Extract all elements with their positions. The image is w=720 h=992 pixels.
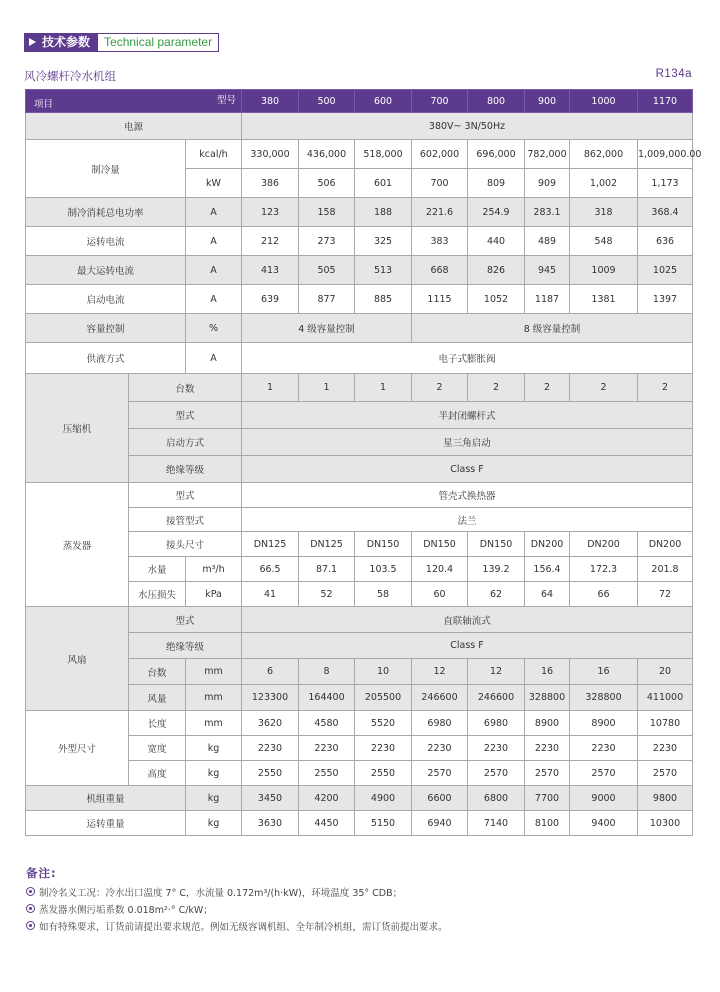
value-cell: DN125 <box>299 532 355 557</box>
value-cell: 20 <box>638 659 693 685</box>
bullet-icon <box>26 921 35 930</box>
unit-cell: A <box>186 227 242 256</box>
row-label: 型式 <box>129 607 242 633</box>
value-cell: 1187 <box>525 285 570 314</box>
value-cell: 700 <box>412 169 468 198</box>
table-header-row <box>26 90 693 113</box>
section-header <box>24 33 219 52</box>
value-cell: 506 <box>299 169 355 198</box>
notes-title: 备注: <box>26 866 57 880</box>
unit-cell: A <box>186 198 242 227</box>
row-label: 运转电流 <box>26 227 186 256</box>
value-cell: 413 <box>242 256 299 285</box>
value-cell: DN200 <box>525 532 570 557</box>
value-cell: 862,000 <box>570 140 638 169</box>
value-cell: 383 <box>412 227 468 256</box>
merged-value: 星三角启动 <box>242 429 693 456</box>
merged-value: Class F <box>242 456 693 483</box>
table-row <box>26 607 693 633</box>
value-cell: 826 <box>468 256 525 285</box>
corner-model-label: 型号 <box>217 95 237 106</box>
value-cell: 885 <box>355 285 412 314</box>
group-label: 蒸发器 <box>26 483 129 607</box>
value-cell: 2 <box>468 374 525 402</box>
merged-value: 4 级容量控制 <box>242 314 412 343</box>
value-cell: 1,002 <box>570 169 638 198</box>
corner-item-label: 项目 <box>34 99 54 110</box>
value-cell: 368.4 <box>638 198 693 227</box>
value-cell: 7140 <box>468 811 525 836</box>
value-cell: 5520 <box>355 711 412 736</box>
value-cell: 1025 <box>638 256 693 285</box>
value-cell: 877 <box>299 285 355 314</box>
unit-cell: kg <box>186 761 242 786</box>
table-row <box>26 343 693 374</box>
value-cell: 164400 <box>299 685 355 711</box>
value-cell: 2230 <box>412 736 468 761</box>
value-cell: 2 <box>570 374 638 402</box>
group-label: 压缩机 <box>26 374 129 483</box>
unit-cell: A <box>186 285 242 314</box>
value-cell: 440 <box>468 227 525 256</box>
value-cell: 782,000 <box>525 140 570 169</box>
notes-list <box>26 883 448 934</box>
value-cell: 10780 <box>638 711 693 736</box>
value-cell: 4580 <box>299 711 355 736</box>
model-cell: 1000 <box>570 90 638 113</box>
value-cell: 9800 <box>638 786 693 811</box>
value-cell: 2550 <box>355 761 412 786</box>
table-row <box>26 483 693 508</box>
value-cell: 386 <box>242 169 299 198</box>
table-row <box>26 786 693 811</box>
value-cell: 16 <box>525 659 570 685</box>
merged-value: 管壳式换热器 <box>242 483 693 508</box>
value-cell: 120.4 <box>412 557 468 582</box>
table-row <box>26 711 693 736</box>
value-cell: 505 <box>299 256 355 285</box>
value-cell: DN200 <box>638 532 693 557</box>
value-cell: 548 <box>570 227 638 256</box>
unit-cell: kW <box>186 169 242 198</box>
row-label: 电源 <box>26 113 242 140</box>
value-cell: 2230 <box>638 736 693 761</box>
row-label: 接管型式 <box>129 508 242 532</box>
value-cell: 156.4 <box>525 557 570 582</box>
value-cell: 10300 <box>638 811 693 836</box>
value-cell: 123300 <box>242 685 299 711</box>
value-cell: 3630 <box>242 811 299 836</box>
value-cell: 4450 <box>299 811 355 836</box>
value-cell: 1 <box>242 374 299 402</box>
value-cell: 8900 <box>570 711 638 736</box>
unit-cell: kcal/h <box>186 140 242 169</box>
bullet-icon <box>26 887 35 896</box>
value-cell: 2550 <box>299 761 355 786</box>
unit-cell: A <box>186 343 242 374</box>
value-cell: 1,173 <box>638 169 693 198</box>
row-label: 高度 <box>129 761 186 786</box>
value-cell: 246600 <box>412 685 468 711</box>
value-cell: 1381 <box>570 285 638 314</box>
value-cell: 66 <box>570 582 638 607</box>
row-label: 启动方式 <box>129 429 242 456</box>
value-cell: 1009 <box>570 256 638 285</box>
value-cell: 2230 <box>242 736 299 761</box>
value-cell: 639 <box>242 285 299 314</box>
value-cell: 123 <box>242 198 299 227</box>
value-cell: 513 <box>355 256 412 285</box>
unit-cell: mm <box>186 711 242 736</box>
value-cell: 3450 <box>242 786 299 811</box>
row-label: 最大运转电流 <box>26 256 186 285</box>
value-cell: 2230 <box>525 736 570 761</box>
row-label: 宽度 <box>129 736 186 761</box>
value-cell: 58 <box>355 582 412 607</box>
value-cell: 139.2 <box>468 557 525 582</box>
row-label: 绝缘等级 <box>129 633 242 659</box>
section-title-en: Technical parameter <box>97 33 219 52</box>
value-cell: 4900 <box>355 786 412 811</box>
note-text: 如有特殊要求，订货前请提出要求规范。例如无级容调机组、全年制冷机组，需订货前提出要求。 <box>39 921 448 933</box>
value-cell: 6800 <box>468 786 525 811</box>
value-cell: DN200 <box>570 532 638 557</box>
value-cell: 6600 <box>412 786 468 811</box>
value-cell: 9000 <box>570 786 638 811</box>
model-cell: 1170 <box>638 90 693 113</box>
value-cell: 909 <box>525 169 570 198</box>
row-label: 供液方式 <box>26 343 186 374</box>
model-cell: 900 <box>525 90 570 113</box>
value-cell: 668 <box>412 256 468 285</box>
value-cell: 60 <box>412 582 468 607</box>
value-cell: DN125 <box>242 532 299 557</box>
value-cell: DN150 <box>355 532 412 557</box>
row-label: 绝缘等级 <box>129 456 242 483</box>
unit-cell: kg <box>186 736 242 761</box>
value-cell: 325 <box>355 227 412 256</box>
value-cell: 283.1 <box>525 198 570 227</box>
value-cell: 62 <box>468 582 525 607</box>
table-row <box>26 811 693 836</box>
value-cell: 172.3 <box>570 557 638 582</box>
value-cell: 2230 <box>355 736 412 761</box>
model-cell: 500 <box>299 90 355 113</box>
value-cell: 1397 <box>638 285 693 314</box>
value-cell: 328800 <box>525 685 570 711</box>
value-cell: 2550 <box>242 761 299 786</box>
value-cell: 318 <box>570 198 638 227</box>
value-cell: 158 <box>299 198 355 227</box>
merged-value: Class F <box>242 633 693 659</box>
note-text: 制冷名义工况：冷水出口温度 7° C，水流量 0.172m³/(h·kW)，环境温度 35° CDB； <box>39 887 403 899</box>
value-cell: 2570 <box>570 761 638 786</box>
table-row <box>26 374 693 402</box>
value-cell: 41 <box>242 582 299 607</box>
row-label: 启动电流 <box>26 285 186 314</box>
row-label: 风量 <box>129 685 186 711</box>
group-label: 风扇 <box>26 607 129 711</box>
value-cell: 205500 <box>355 685 412 711</box>
value-cell: 16 <box>570 659 638 685</box>
value-cell: 8 <box>299 659 355 685</box>
value-cell: 2 <box>525 374 570 402</box>
value-cell: 436,000 <box>299 140 355 169</box>
value-cell: 2230 <box>570 736 638 761</box>
value-cell: 602,000 <box>412 140 468 169</box>
merged-value: 半封闭螺杆式 <box>242 402 693 429</box>
row-label: 水压损失 <box>129 582 186 607</box>
value-cell: 518,000 <box>355 140 412 169</box>
value-cell: 945 <box>525 256 570 285</box>
value-cell: 6980 <box>412 711 468 736</box>
row-label: 长度 <box>129 711 186 736</box>
value-cell: 2570 <box>412 761 468 786</box>
row-label: 接头尺寸 <box>129 532 242 557</box>
note-item <box>26 883 448 900</box>
row-label: 容量控制 <box>26 314 186 343</box>
section-title-cn: 技术参数 <box>24 33 97 52</box>
value-cell: 10 <box>355 659 412 685</box>
value-cell: 6940 <box>412 811 468 836</box>
value-cell: 3620 <box>242 711 299 736</box>
row-label: 制冷量 <box>26 140 186 198</box>
value-cell: DN150 <box>468 532 525 557</box>
value-cell: 489 <box>525 227 570 256</box>
model-cell: 600 <box>355 90 412 113</box>
value-cell: 1115 <box>412 285 468 314</box>
merged-value: 电子式膨胀阀 <box>242 343 693 374</box>
unit-cell: mm <box>186 685 242 711</box>
value-cell: 221.6 <box>412 198 468 227</box>
value-cell: 636 <box>638 227 693 256</box>
header-corner <box>26 90 241 112</box>
table-row <box>26 113 693 140</box>
value-cell: 201.8 <box>638 557 693 582</box>
table-row <box>26 256 693 285</box>
value-cell: 9400 <box>570 811 638 836</box>
value-cell: 8100 <box>525 811 570 836</box>
value-cell: 52 <box>299 582 355 607</box>
value-cell: 188 <box>355 198 412 227</box>
unit-cell: mm <box>186 659 242 685</box>
product-subtitle: 风冷螺杆冷水机组 <box>24 69 116 83</box>
value-cell: 6 <box>242 659 299 685</box>
value-cell: 1 <box>299 374 355 402</box>
value-cell: 72 <box>638 582 693 607</box>
note-item <box>26 900 448 917</box>
value-cell: 328800 <box>570 685 638 711</box>
table-row <box>26 285 693 314</box>
unit-cell: kPa <box>186 582 242 607</box>
value-cell: 6980 <box>468 711 525 736</box>
row-label: 制冷消耗总电功率 <box>26 198 186 227</box>
bullet-icon <box>26 904 35 913</box>
merged-value: 法兰 <box>242 508 693 532</box>
note-item <box>26 917 448 934</box>
value-cell: 273 <box>299 227 355 256</box>
value-cell: 87.1 <box>299 557 355 582</box>
unit-cell: A <box>186 256 242 285</box>
unit-cell: m³/h <box>186 557 242 582</box>
model-cell: 700 <box>412 90 468 113</box>
row-label: 水量 <box>129 557 186 582</box>
value-cell: 601 <box>355 169 412 198</box>
value-cell: 2230 <box>299 736 355 761</box>
value-cell: 12 <box>412 659 468 685</box>
value-cell: 254.9 <box>468 198 525 227</box>
value-cell: 696,000 <box>468 140 525 169</box>
unit-cell: kg <box>186 786 242 811</box>
table-row <box>26 198 693 227</box>
value-cell: 2230 <box>468 736 525 761</box>
value-cell: 64 <box>525 582 570 607</box>
value-cell: 212 <box>242 227 299 256</box>
value-cell: 5150 <box>355 811 412 836</box>
value-cell: 66.5 <box>242 557 299 582</box>
row-label: 机组重量 <box>26 786 186 811</box>
table-row <box>26 227 693 256</box>
value-cell: 1,009,000.00 <box>638 140 693 169</box>
value-cell: 246600 <box>468 685 525 711</box>
value-cell: 411000 <box>638 685 693 711</box>
refrigerant-label: R134a <box>655 68 692 80</box>
value-cell: 4200 <box>299 786 355 811</box>
value-cell: 2 <box>412 374 468 402</box>
row-label: 型式 <box>129 483 242 508</box>
value-cell: 103.5 <box>355 557 412 582</box>
value-cell: 2570 <box>525 761 570 786</box>
value-cell: 330,000 <box>242 140 299 169</box>
value-cell: 2570 <box>468 761 525 786</box>
value-cell: 1052 <box>468 285 525 314</box>
merged-value: 380V~ 3N/50Hz <box>242 113 693 140</box>
unit-cell: kg <box>186 811 242 836</box>
value-cell: 2570 <box>638 761 693 786</box>
value-cell: 2 <box>638 374 693 402</box>
row-label: 型式 <box>129 402 242 429</box>
group-label: 外型尺寸 <box>26 711 129 786</box>
row-label: 运转重量 <box>26 811 186 836</box>
value-cell: DN150 <box>412 532 468 557</box>
table-row <box>26 314 693 343</box>
merged-value: 8 级容量控制 <box>412 314 693 343</box>
merged-value: 直联轴流式 <box>242 607 693 633</box>
model-cell: 800 <box>468 90 525 113</box>
value-cell: 1 <box>355 374 412 402</box>
note-text: 蒸发器水侧污垢系数 0.018m²·° C/kW； <box>39 904 213 916</box>
value-cell: 8900 <box>525 711 570 736</box>
table-row <box>26 140 693 169</box>
value-cell: 7700 <box>525 786 570 811</box>
row-label: 台数 <box>129 374 242 402</box>
model-cell: 380 <box>242 90 299 113</box>
spec-table <box>25 89 702 836</box>
value-cell: 809 <box>468 169 525 198</box>
value-cell: 12 <box>468 659 525 685</box>
unit-cell: % <box>186 314 242 343</box>
row-label: 台数 <box>129 659 186 685</box>
